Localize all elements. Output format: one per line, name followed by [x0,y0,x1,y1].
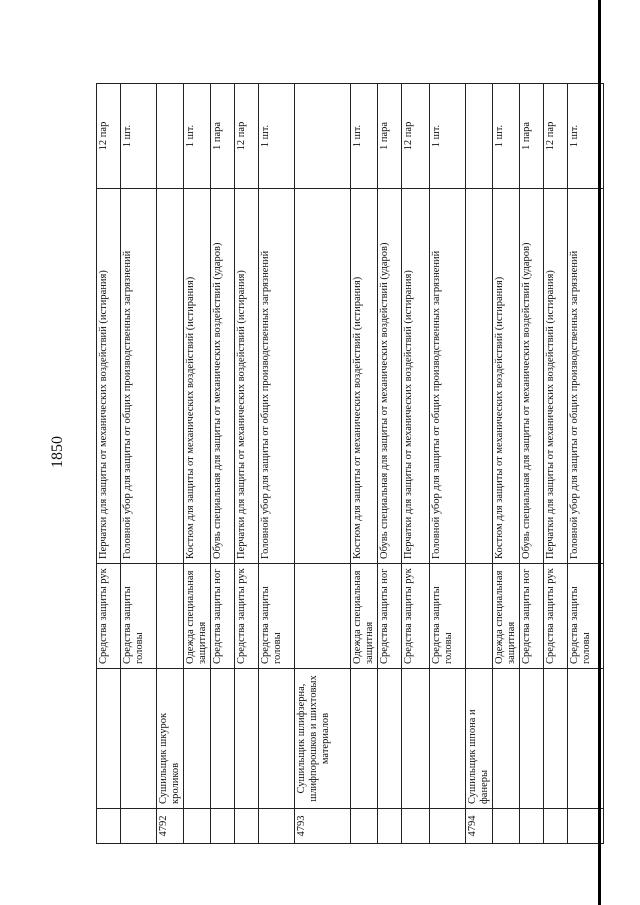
row-number [378,809,402,844]
profession-name: Сушильщик шлифзерна, шлифпорошков и шихтовых материалов [295,669,351,809]
table-row [184,84,211,844]
table-row [378,84,402,844]
profession-name [493,669,520,809]
ppe-category: Средства защиты рук [544,564,568,669]
ppe-category: Средства защиты ног [520,564,544,669]
ppe-quantity: 12 пар [97,84,121,189]
row-number: 4792 [157,809,184,844]
ppe-category: Средства защиты ног [211,564,235,669]
profession-name [211,669,235,809]
profession-name [378,669,402,809]
ppe-quantity: 1 пара [520,84,544,189]
ppe-item-name: Костюм для защиты от механических воздействий (истирания) [493,189,520,564]
ppe-category: Средства защиты головы [430,564,466,669]
profession-name [121,669,157,809]
row-number [430,809,466,844]
ppe-category: Одежда специальная защитная [493,564,520,669]
ppe-item-name [466,189,493,564]
ppe-quantity: 1 шт. [568,84,604,189]
ppe-item-name: Обувь специальная для защиты от механических воздействий (ударов) [520,189,544,564]
ppe-category: Одежда специальная защитная [184,564,211,669]
ppe-item-name: Перчатки для защиты от механических воздействий (истирания) [97,189,121,564]
ppe-item-name: Костюм для защиты от механических воздействий (истирания) [351,189,378,564]
ppe-quantity [157,84,184,189]
ppe-item-name: Головной убор для защиты от общих производственных загрязнений [259,189,295,564]
page-number: 1850 [49,436,66,468]
ppe-quantity [466,84,493,189]
row-number [402,809,430,844]
ppe-item-name: Перчатки для защиты от механических воздействий (истирания) [235,189,259,564]
profession-name [402,669,430,809]
ppe-category: Средства защиты рук [97,564,121,669]
ppe-quantity: 12 пар [544,84,568,189]
scan-edge [598,0,601,905]
table-row [520,84,544,844]
ppe-item-name: Перчатки для защиты от механических воздействий (истирания) [402,189,430,564]
row-number [235,809,259,844]
ppe-quantity: 12 пар [402,84,430,189]
row-number [211,809,235,844]
ppe-item-name: Обувь специальная для защиты от механических воздействий (ударов) [378,189,402,564]
row-number [184,809,211,844]
ppe-item-name [295,189,351,564]
ppe-category: Средства защиты рук [235,564,259,669]
profession-name [520,669,544,809]
ppe-category [466,564,493,669]
table-row [544,84,568,844]
row-number [493,809,520,844]
ppe-item-name: Перчатки для защиты от механических воздействий (истирания) [544,189,568,564]
table-row [121,84,157,844]
ppe-quantity: 1 шт. [351,84,378,189]
table-row [295,84,351,844]
row-number [351,809,378,844]
table-row [402,84,430,844]
profession-name [259,669,295,809]
ppe-quantity: 1 шт. [493,84,520,189]
ppe-category [295,564,351,669]
profession-name: Сушильщик шпона и фанеры [466,669,493,809]
ppe-category: Средства защиты рук [402,564,430,669]
ppe-category: Средства защиты головы [121,564,157,669]
ppe-item-name: Обувь специальная для защиты от механических воздействий (ударов) [211,189,235,564]
ppe-quantity: 1 шт. [184,84,211,189]
ppe-table [96,83,604,844]
table-row [259,84,295,844]
table-row [97,84,121,844]
profession-name [235,669,259,809]
row-number: 4793 [295,809,351,844]
row-number [121,809,157,844]
ppe-quantity: 1 шт. [259,84,295,189]
ppe-category: Одежда специальная защитная [351,564,378,669]
ppe-category: Средства защиты ног [378,564,402,669]
table-row [430,84,466,844]
profession-name [184,669,211,809]
ppe-quantity: 1 пара [211,84,235,189]
profession-name [430,669,466,809]
profession-name [97,669,121,809]
row-number [97,809,121,844]
ppe-quantity [295,84,351,189]
table-row [493,84,520,844]
profession-name [351,669,378,809]
ppe-table-rotated [96,84,592,844]
ppe-quantity: 12 пар [235,84,259,189]
table-row [157,84,184,844]
row-number [259,809,295,844]
row-number [544,809,568,844]
ppe-category: Средства защиты головы [568,564,604,669]
table-row [235,84,259,844]
row-number [520,809,544,844]
table-row [211,84,235,844]
profession-name: Сушильщик шкурок кроликов [157,669,184,809]
ppe-item-name [157,189,184,564]
ppe-quantity: 1 пара [378,84,402,189]
row-number: 4794 [466,809,493,844]
ppe-category [157,564,184,669]
ppe-item-name: Головной убор для защиты от общих производственных загрязнений [568,189,604,564]
ppe-item-name: Головной убор для защиты от общих производственных загрязнений [121,189,157,564]
ppe-quantity: 1 шт. [121,84,157,189]
ppe-quantity: 1 шт. [430,84,466,189]
ppe-item-name: Костюм для защиты от механических воздействий (истирания) [184,189,211,564]
table-row [351,84,378,844]
profession-name [544,669,568,809]
table-row [466,84,493,844]
ppe-category: Средства защиты головы [259,564,295,669]
ppe-item-name: Головной убор для защиты от общих производственных загрязнений [430,189,466,564]
